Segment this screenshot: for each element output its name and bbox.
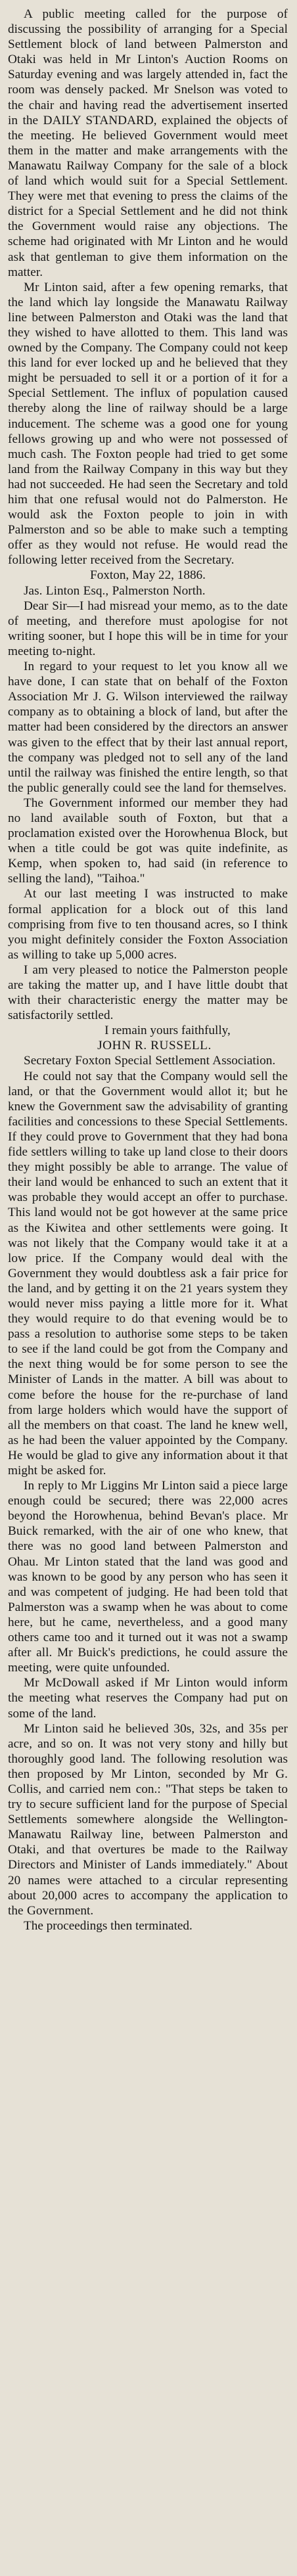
letter-addressee: Jas. Linton Esq., Palmerston North. <box>24 583 206 598</box>
letter-signature: JOHN R. RUSSELL. <box>97 1039 212 1053</box>
letter-paragraph: The Government informed our member they had no land available south of Foxton, but that a proclamation existed over the Horowhenua Block, but when a title could be got was quite indefinite, as Kemp, when spoken to, had said (in reference to selling the land), "Taihoa." <box>8 796 288 886</box>
paragraph-proceedings-terminated: The proceedings then terminated. <box>24 1918 193 1933</box>
letter-paragraph: I am very pleased to notice the Palmerston people are taking the matter up, and I have little doubt that with their characteristic energy the matter may be satisfactorily settled. <box>8 962 288 1023</box>
paragraph-linton-remarks: Mr Linton said, after a few opening remarks, that the land which lay longside the Manawatu Railway line between Palmerston and Otaki was the land that they wished to have allotted to them. This land was owned by the Company. The Company could not keep this land for ever locked up and he believed that they might be persuaded to sell it or a portion of it for a Special Settlement. The influx of population caused thereby along the line of railway should be a large inducement. The scheme was a good one for young fellows growing up and who were not possessed of much cash. The Foxton people had tried to get some land from the Railway Company in this way but they had not succeeded. He had seen the Secretary and told him that one refusal would not do Palmerston. He would ask the Foxton people to join in with Palmerston and so be able to make such a tempting offer as they would not refuse. He would read the following letter received from the Secretary. <box>8 280 288 568</box>
paragraph-mcdowall-question: Mr McDowall asked if Mr Linton would inform the meeting what reserves the Company had put on some of the land. <box>8 1676 288 1721</box>
paragraph-government-concessions: He could not say that the Company would sell the land, or that the Government would allot it; but he knew the Government saw the advisability of granting facilities and concessions to these Special Settlements. If they could prove to Government that they had bona fide settlers willing to take up land close to their doors they might possibly be able to arrange. The value of their land would be enhanced to such an extent that it was probable they would accept an offer to purchase. This land would not be got however at the same price as the Kiwitea and other settlements were going. It was not likely that the Company would take it at a low price. If the Company would deal with the Government they would doubtless ask a fair price for the land, and by getting it on the 21 years system they would never miss paying a little more for it. What they would require to do that evening would be to pass a resolution to authorise some steps to be taken to see if the land could be got from the Company and the next thing would be for some person to see the Minister of Lands in the matter. A bill was about to come before the house for the re-purchase of land from large holders which would have the support of all the members on that coast. The land he knew well, as he had been the valuer appointed by the Company. He would be glad to give any information about it that might be asked for. <box>8 1069 288 1478</box>
letter-dateline: Foxton, May 22, 1886. <box>90 568 206 583</box>
letter-paragraph: In regard to your request to let you know all we have done, I can state that on behalf of the Foxton Association Mr J. G. Wilson interviewed the railway company as to obtaining a block of land, but after the matter had been considered by the directors an answer was given to the effect that by their last annual report, the company was pledged not to sell any of the land until the railway was finished the entire length, so that the public generally could see the land for themselves. <box>8 660 288 795</box>
letter-paragraph: Dear Sir—I had misread your memo, as to the date of meeting, and therefore must apologise for not writing sooner, but I hope this will be in time for your meeting to-night. <box>8 599 288 658</box>
paragraph-reply-liggins: In reply to Mr Liggins Mr Linton said a piece large enough could be secured; there was 22,000 acres beyond the Horowhenua, behind Bevan's place. Mr Buick remarked, with the air of one who knew, that there was no good land between Palmerston and Ohau. Mr Linton stated that the land was good and was known to be good by any person who has seen it and was competent of judging. He had been told that Palmerston was a swamp when he was about to come here, but he came, nevertheless, and a good many others came too and it turned out it was not a swamp after all. Mr Buick's predictions, he could assure the meeting, were quite unfounded. <box>8 1479 288 1675</box>
article-body <box>8 7 288 1933</box>
paragraph-resolution: Mr Linton said he believed 30s, 32s, and 35s per acre, and so on. It was not very stony and hilly but thoroughly good land. The following resolution was then proposed by Mr Linton, seconded by Mr G. Collis, and carried nem con.: "That steps be taken to try to secure sufficient land for the purpose of Special Settlements somewhere alongside the Wellington-Manawatu Railway line, between Palmerston and Otaki, and that overtures be made to the Railway Directors and Minister of Lands immediately." About 20 names were attached to a circular representing about 20,000 acres to accompany the application to the Government. <box>8 1721 288 1918</box>
paragraph-meeting-called: A public meeting called for the purpose of discussing the possibility of arranging for a Special Settlement block of land between Palmerston and Otaki was held in Mr Linton's Auction Rooms on Saturday evening and was largely attended in, fact the room was densely packed. Mr Snelson was voted to the chair and having read the advertisement inserted in the DAILY STANDARD, explained the objects of the meeting. He believed Government would meet them in the matter and make arrangements with the Manawatu Railway Company for the sale of a block of land which would suit for a Special Settlement. They were met that evening to press the claims of the district for a Special Settlement and he did not think the Government would raise any objections. The scheme had originated with Mr Linton and he would ask that gentleman to give them information on the matter. <box>8 7 288 279</box>
letter-signature-title: Secretary Foxton Special Settlement Association. <box>24 1054 276 1068</box>
letter-closing: I remain yours faithfully, <box>104 1024 231 1038</box>
letter-paragraph: At our last meeting I was instructed to make formal application for a block out of this land comprising from five to ten thousand acres, so I think you might definitely consider the Foxton Association as willing to take up 5,000 acres. <box>8 887 288 962</box>
letter <box>8 568 288 1068</box>
